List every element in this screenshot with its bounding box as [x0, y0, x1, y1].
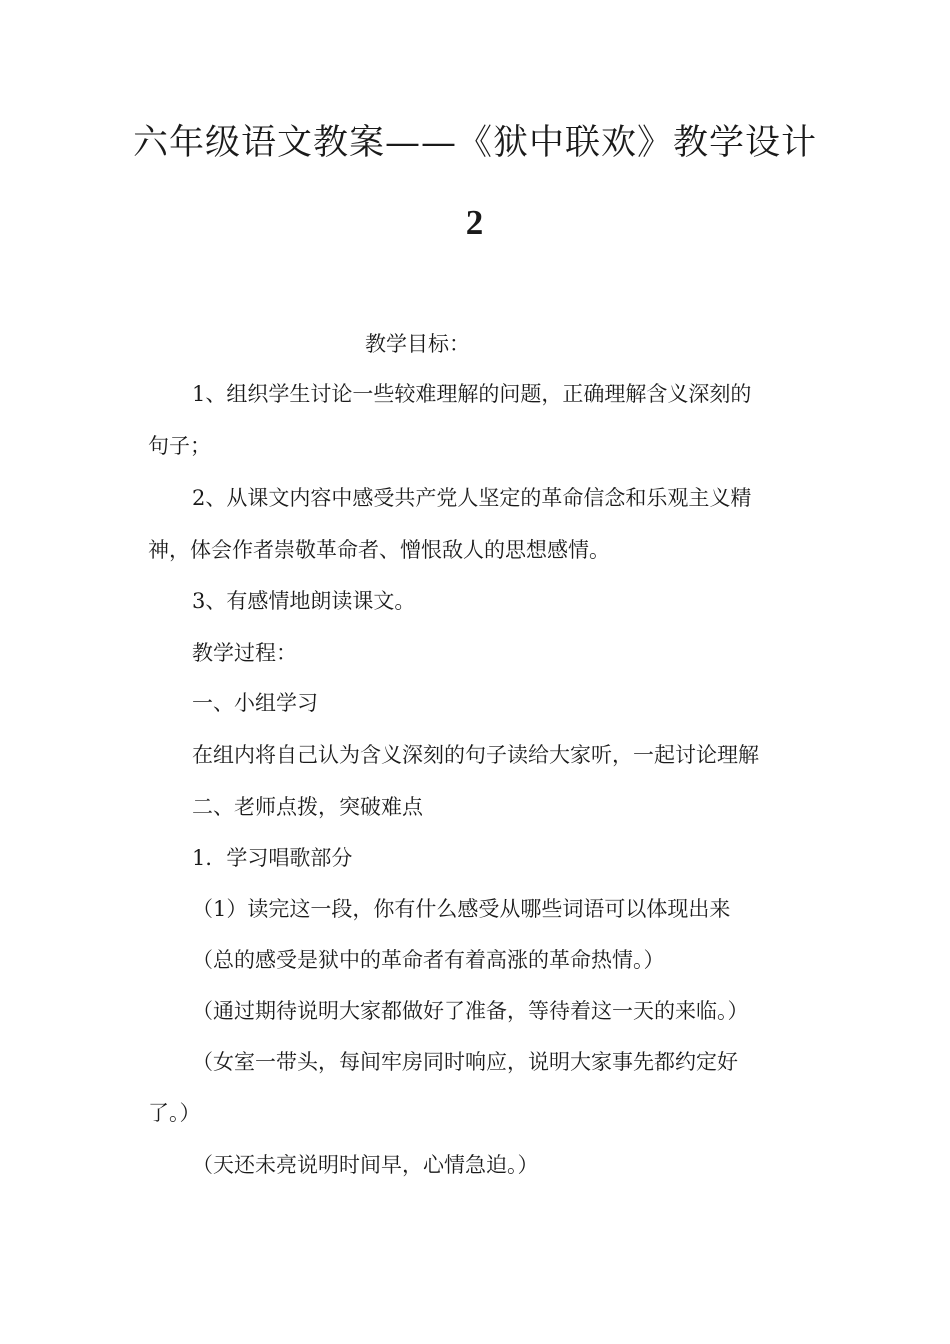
sub-step-1-heading: 1．学习唱歌部分 [192, 846, 353, 870]
question-1: （1）读完这一段，你有什么感受从哪些词语可以体现出来 [192, 897, 731, 921]
goal-1-line-1: 1、组织学生讨论一些较难理解的问题，正确理解含义深刻的 [192, 382, 752, 406]
step-2-heading: 二、老师点拨，突破难点 [192, 795, 423, 819]
document-title-continued: 2 [465, 203, 485, 242]
answer-2: （通过期待说明大家都做好了准备，等待着这一天的来临。） [192, 999, 749, 1023]
goal-2-line-1: 2、从课文内容中感受共产党人坚定的革命信念和乐观主义精 [192, 486, 752, 510]
answer-3-line-1: （女室一带头，每间牢房同时响应，说明大家事先都约定好 [192, 1050, 738, 1074]
goal-3: 3、有感情地朗读课文。 [192, 589, 416, 613]
goal-1-line-2: 句子； [148, 434, 211, 458]
answer-4: （天还未亮说明时间早，心情急迫。） [192, 1153, 539, 1177]
step-1-heading: 一、小组学习 [192, 691, 318, 715]
answer-3-line-2: 了。） [148, 1101, 201, 1125]
goal-2-line-2: 神，体会作者崇敬革命者、憎恨敌人的思想感情。 [148, 538, 610, 562]
process-heading: 教学过程： [192, 641, 297, 665]
step-1-text: 在组内将自己认为含义深刻的句子读给大家听，一起讨论理解 [192, 743, 759, 767]
answer-1: （总的感受是狱中的革命者有着高涨的革命热情。） [192, 948, 665, 972]
goals-heading: 教学目标： [365, 332, 470, 356]
document-title: 六年级语文教案——《狱中联欢》教学设计 [132, 123, 817, 163]
